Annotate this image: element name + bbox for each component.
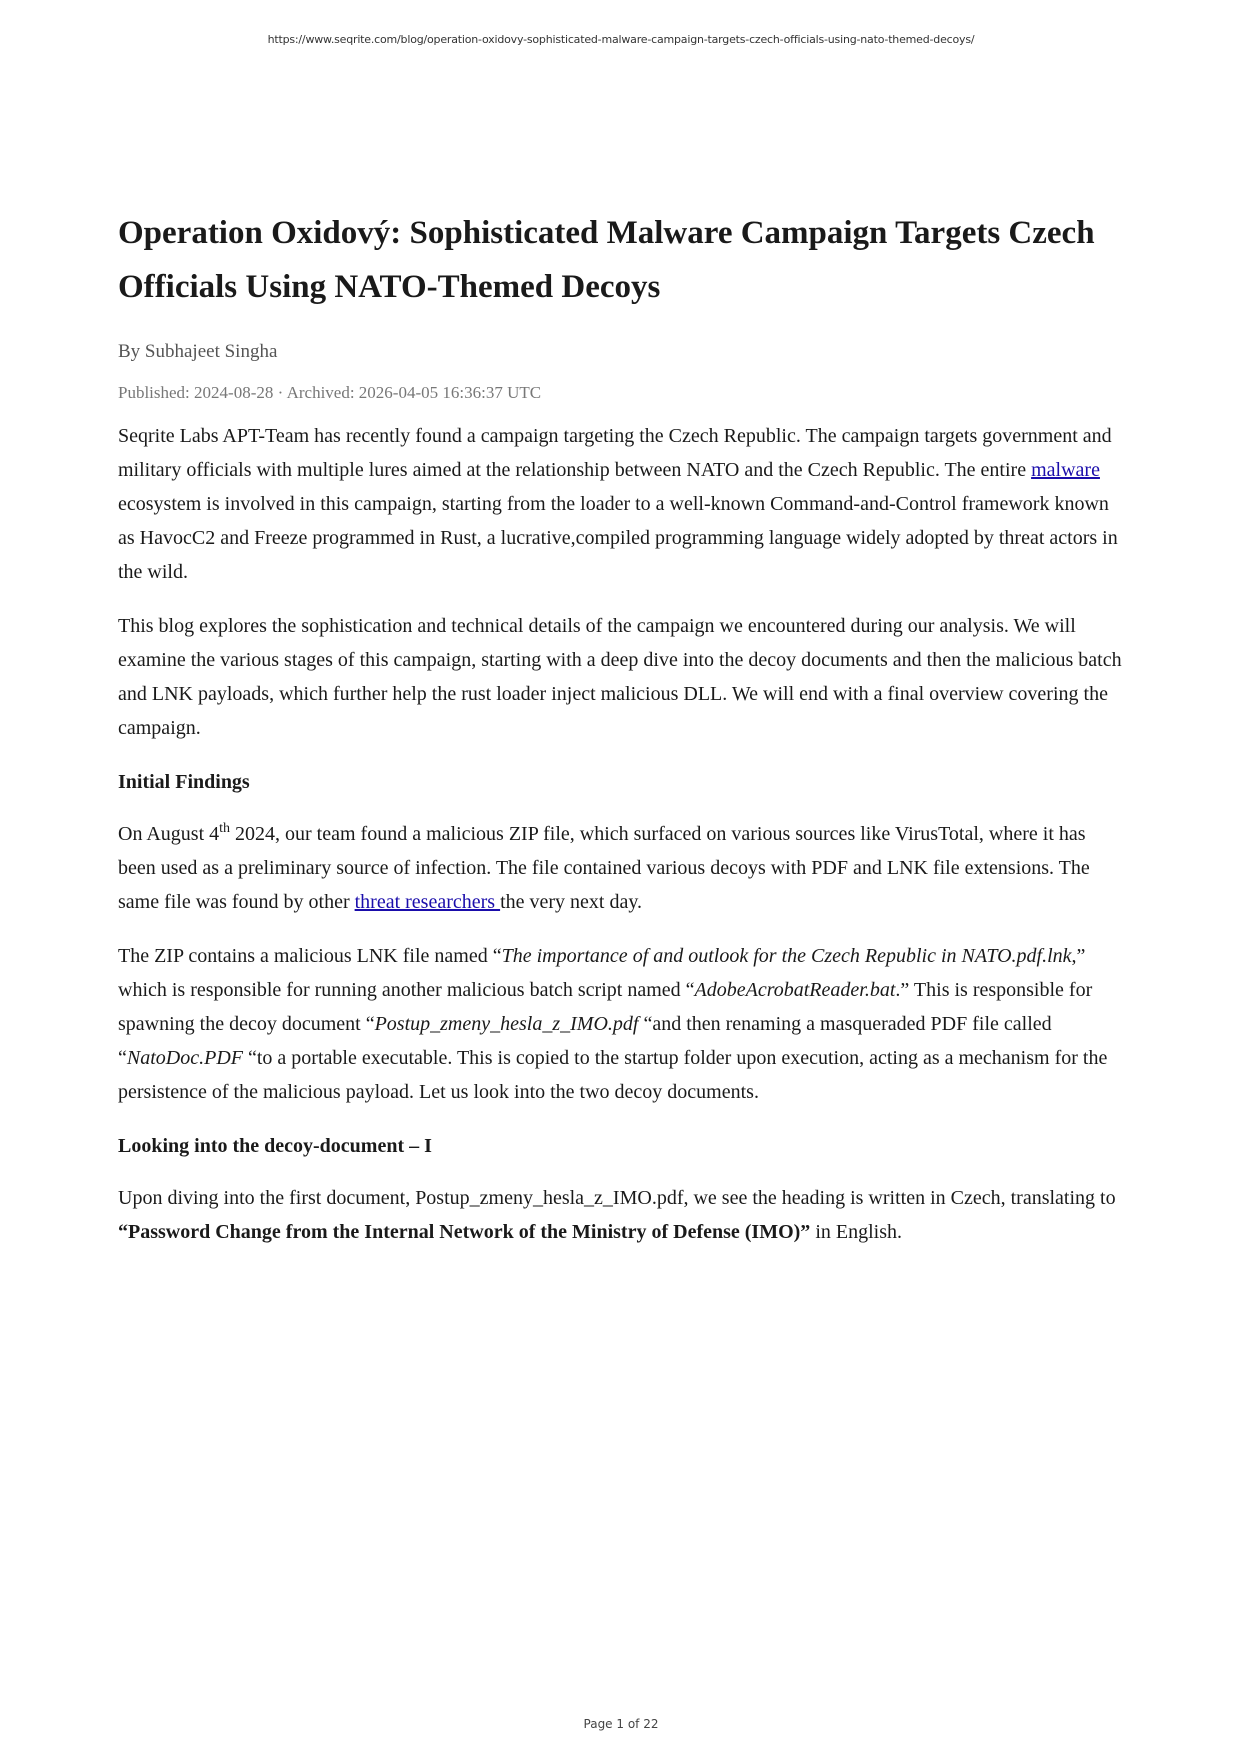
paragraph-text: ,” which is responsible for running another malicious batch script named “	[118, 945, 1086, 1001]
filename-lnk: The importance of and outlook for the Czech Republic in NATO.pdf.lnk	[501, 945, 1072, 967]
article	[118, 206, 1128, 1249]
paragraph-text: “to a portable executable. This is copied to the startup folder upon execution, acting as a mechanism for the persistence of the malicious payload. Let us look into the two decoy documents.	[118, 1047, 1108, 1103]
heading-decoy-document: Looking into the decoy-document – I	[118, 1135, 432, 1157]
paragraph-decoy-document	[118, 1181, 1128, 1249]
ordinal-suffix: th	[219, 821, 231, 836]
malware-link[interactable]: malware	[1031, 459, 1100, 481]
paragraph-intro	[118, 419, 1128, 589]
article-title: Operation Oxidový: Sophisticated Malware Campaign Targets Czech Officials Using NATO-Themed Decoys	[118, 215, 1095, 305]
paragraph-text: in English.	[810, 1221, 902, 1243]
paragraph-text: .” This is responsible for spawning the decoy document “	[118, 979, 1093, 1035]
page-number: Page 1 of 22	[583, 1717, 659, 1731]
paragraph-text: ecosystem is involved in this campaign, starting from the loader to a well-known Command-and-Control framework known as HavocC2 and Freeze programmed in Rust, a lucrative,compiled programming language widely adopted by threat actors in the wild.	[118, 493, 1118, 583]
paragraph-text: Seqrite Labs APT-Team has recently found a campaign targeting the Czech Republic. The campaign targets government and military officials with multiple lures aimed at the relationship between NATO and the Czech Republic. The entire	[118, 425, 1112, 481]
paragraph-overview: This blog explores the sophistication and technical details of the campaign we encountered during our analysis. We will examine the various stages of this campaign, starting with a deep dive into the decoy documents and then the malicious batch and LNK payloads, which further help the rust loader inject malicious DLL. We will end with a final overview covering the campaign.	[118, 615, 1122, 739]
paragraph-text: On August 4	[118, 823, 220, 845]
paragraph-text: “and then renaming a masqueraded PDF file called “	[118, 1013, 1052, 1069]
heading-initial-findings: Initial Findings	[118, 771, 250, 793]
paragraph-text: The ZIP contains a malicious LNK file named “	[118, 945, 502, 967]
byline: By Subhajeet Singha	[118, 341, 278, 362]
page-url: https://www.seqrite.com/blog/operation-oxidovy-sophisticated-malware-campaign-targets-czech-officials-using-nato-themed-decoys/	[267, 33, 975, 46]
paragraph-text: the very next day.	[500, 891, 643, 913]
filename-decoy-pdf: Postup_zmeny_hesla_z_IMO.pdf	[374, 1013, 639, 1035]
publish-meta: Published: 2024-08-28 · Archived: 2026-04-05 16:36:37 UTC	[118, 383, 542, 402]
paragraph-findings	[118, 817, 1128, 919]
threat-researchers-link[interactable]: threat researchers	[354, 891, 501, 913]
translated-heading: “Password Change from the Internal Network of the Ministry of Defense (IMO)”	[118, 1221, 811, 1243]
filename-bat: AdobeAcrobatReader.bat	[694, 979, 896, 1001]
filename-natodoc: NatoDoc.PDF	[126, 1047, 243, 1069]
paragraph-zip-contents	[118, 939, 1128, 1109]
paragraph-text: Upon diving into the first document, Postup_zmeny_hesla_z_IMO.pdf, we see the heading is written in Czech, translating to	[118, 1187, 1116, 1209]
paragraph-text: 2024, our team found a malicious ZIP file, which surfaced on various sources like VirusTotal, where it has been used as a preliminary source of infection. The file contained various decoys with PDF and LNK file extensions. The same file was found by other	[118, 823, 1090, 913]
